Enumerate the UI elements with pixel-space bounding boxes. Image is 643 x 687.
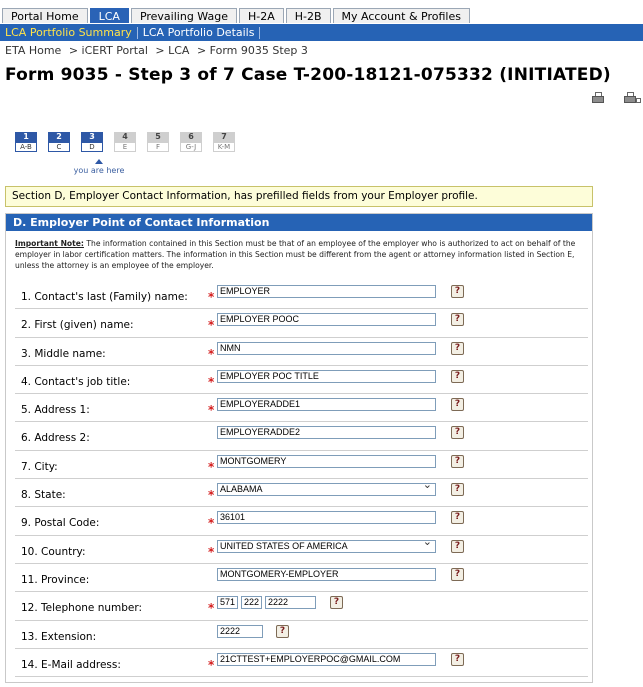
field-label: 8. State: [21, 489, 66, 502]
field-label: 11. Province: [21, 573, 90, 586]
help-icon[interactable]: ? [451, 426, 464, 439]
field-label: 10. Country: [21, 545, 86, 558]
first-name-input[interactable]: EMPLOYER POOC [217, 313, 436, 326]
step-number: 2 [48, 132, 70, 142]
breadcrumb [5, 44, 312, 57]
country-select[interactable]: UNITED STATES OF AMERICA ⌄ [217, 540, 436, 553]
step-number: 5 [147, 132, 169, 142]
help-icon[interactable]: ? [451, 342, 464, 355]
step-label: K-M [213, 142, 235, 152]
help-icon[interactable]: ? [451, 455, 464, 468]
phone-line-input[interactable]: 2222 [265, 596, 316, 609]
required-marker: * [208, 488, 215, 503]
step-number: 6 [180, 132, 202, 142]
breadcrumb-eta-home[interactable]: ETA Home [5, 44, 62, 57]
required-marker: * [208, 346, 215, 361]
last-name-input[interactable]: EMPLOYER [217, 285, 436, 298]
step-label: G-J [180, 142, 202, 152]
help-icon[interactable]: ? [451, 540, 464, 553]
step-number: 7 [213, 132, 235, 142]
field-label: 12. Telephone number: [21, 602, 143, 615]
required-marker: * [208, 318, 215, 333]
help-icon[interactable]: ? [276, 625, 289, 638]
lca-subnav [0, 24, 643, 41]
section-title: D. Employer Point of Contact Information [6, 214, 592, 231]
help-icon[interactable]: ? [451, 398, 464, 411]
address2-input[interactable]: EMPLOYERADDE2 [217, 426, 436, 439]
breadcrumb-lca[interactable]: > LCA [155, 44, 190, 57]
field-label: 2. First (given) name: [21, 319, 134, 332]
subnav-portfolio-details[interactable]: LCA Portfolio Details [142, 26, 255, 39]
required-marker: * [208, 374, 215, 389]
required-marker: * [208, 290, 215, 304]
tab-portal-home[interactable]: Portal Home [2, 8, 88, 23]
help-icon[interactable]: ? [451, 313, 464, 326]
step-indicator [15, 132, 235, 152]
required-marker: * [208, 601, 215, 616]
extension-input[interactable]: 2222 [217, 625, 263, 638]
form-row [15, 451, 588, 479]
form-row [15, 592, 588, 620]
help-icon[interactable]: ? [330, 596, 343, 609]
step-6 [180, 132, 202, 152]
step-number: 3 [81, 132, 103, 142]
print-icon[interactable] [591, 92, 607, 105]
breadcrumb-icert-portal[interactable]: > iCERT Portal [68, 44, 148, 57]
help-icon[interactable]: ? [451, 568, 464, 581]
prefill-notice: Section D, Employer Contact Information, has prefilled fields from your Employer profile. [5, 186, 593, 207]
form-row [15, 366, 588, 394]
help-icon[interactable]: ? [451, 285, 464, 298]
required-marker: * [208, 657, 215, 672]
tab-my-account[interactable]: My Account & Profiles [333, 8, 470, 23]
required-marker: * [208, 544, 215, 559]
required-marker: * [208, 459, 215, 474]
required-marker: * [208, 403, 215, 418]
email-input[interactable]: 21CTTEST+EMPLOYERPOC@GMAIL.COM [217, 653, 436, 666]
help-icon[interactable]: ? [451, 653, 464, 666]
you-are-here-label: you are here [73, 166, 125, 175]
form-row [15, 536, 588, 564]
important-note-text: The information contained in this Section must be that of an employee of the employer who is authorized to act on behalf of the employer in labor certification matters. The information in this Section must be different from the agent or attorney information listed in Section E, unless the attorney is an employee of the employer. [15, 239, 576, 270]
important-note [6, 231, 592, 271]
step-2[interactable] [48, 132, 70, 152]
step-label: E [114, 142, 136, 152]
form-row [15, 338, 588, 366]
tab-h2a[interactable]: H-2A [239, 8, 284, 23]
top-tabs [2, 8, 470, 23]
step-label: A-B [15, 142, 37, 152]
city-input[interactable]: MONTGOMERY [217, 455, 436, 468]
form-row [15, 507, 588, 535]
field-label: 14. E-Mail address: [21, 658, 121, 671]
job-title-input[interactable]: EMPLOYER POC TITLE [217, 370, 436, 383]
print-tools [591, 92, 639, 105]
page-title: Form 9035 - Step 3 of 7 Case T-200-18121-075332 (INITIATED) [5, 65, 611, 85]
step-label: D [81, 142, 103, 152]
form-row [15, 479, 588, 507]
step-3[interactable] [81, 132, 103, 152]
field-label: 1. Contact's last (Family) name: [21, 291, 188, 303]
phone-prefix-input[interactable]: 222 [241, 596, 262, 609]
important-note-header: Important Note: [15, 239, 84, 248]
postal-code-input[interactable]: 36101 [217, 511, 436, 524]
field-label: 13. Extension: [21, 630, 97, 643]
subnav-portfolio-summary[interactable]: LCA Portfolio Summary [5, 26, 132, 39]
step-label: C [48, 142, 70, 152]
state-select[interactable]: ALABAMA ⌄ [217, 483, 436, 496]
step-7 [213, 132, 235, 152]
middle-name-input[interactable]: NMN [217, 342, 436, 355]
form-rows [15, 281, 588, 677]
step-number: 4 [114, 132, 136, 142]
province-input[interactable]: MONTGOMERY-EMPLOYER [217, 568, 436, 581]
form-row [15, 649, 588, 677]
step-4 [114, 132, 136, 152]
form-row [15, 394, 588, 422]
help-icon[interactable]: ? [451, 511, 464, 524]
form-row [15, 564, 588, 592]
pointer-up-icon [95, 159, 103, 164]
step-5 [147, 132, 169, 152]
field-label: 5. Address 1: [21, 404, 90, 417]
field-label: 6. Address 2: [21, 432, 90, 445]
form-row [15, 621, 588, 649]
section-d [5, 213, 593, 683]
you-are-here-indicator [71, 159, 127, 175]
field-label: 9. Postal Code: [21, 517, 100, 530]
help-icon[interactable]: ? [451, 483, 464, 496]
step-number: 1 [15, 132, 37, 142]
help-icon[interactable]: ? [451, 370, 464, 383]
tab-lca[interactable]: LCA [90, 8, 129, 23]
tab-prevailing-wage[interactable]: Prevailing Wage [131, 8, 237, 23]
step-label: F [147, 142, 169, 152]
form-row [15, 309, 588, 337]
print-all-icon[interactable] [623, 92, 639, 105]
field-label: 7. City: [21, 460, 58, 473]
step-1[interactable] [15, 132, 37, 152]
field-label: 4. Contact's job title: [21, 375, 131, 388]
tab-h2b[interactable]: H-2B [286, 8, 331, 23]
field-label: 3. Middle name: [21, 347, 106, 360]
form-row [15, 281, 588, 309]
form-row [15, 422, 588, 450]
address1-input[interactable]: EMPLOYERADDE1 [217, 398, 436, 411]
breadcrumb-current: > Form 9035 Step 3 [196, 44, 308, 57]
phone-area-input[interactable]: 571 [217, 596, 238, 609]
required-marker: * [208, 516, 215, 531]
subnav-divider [259, 27, 260, 39]
